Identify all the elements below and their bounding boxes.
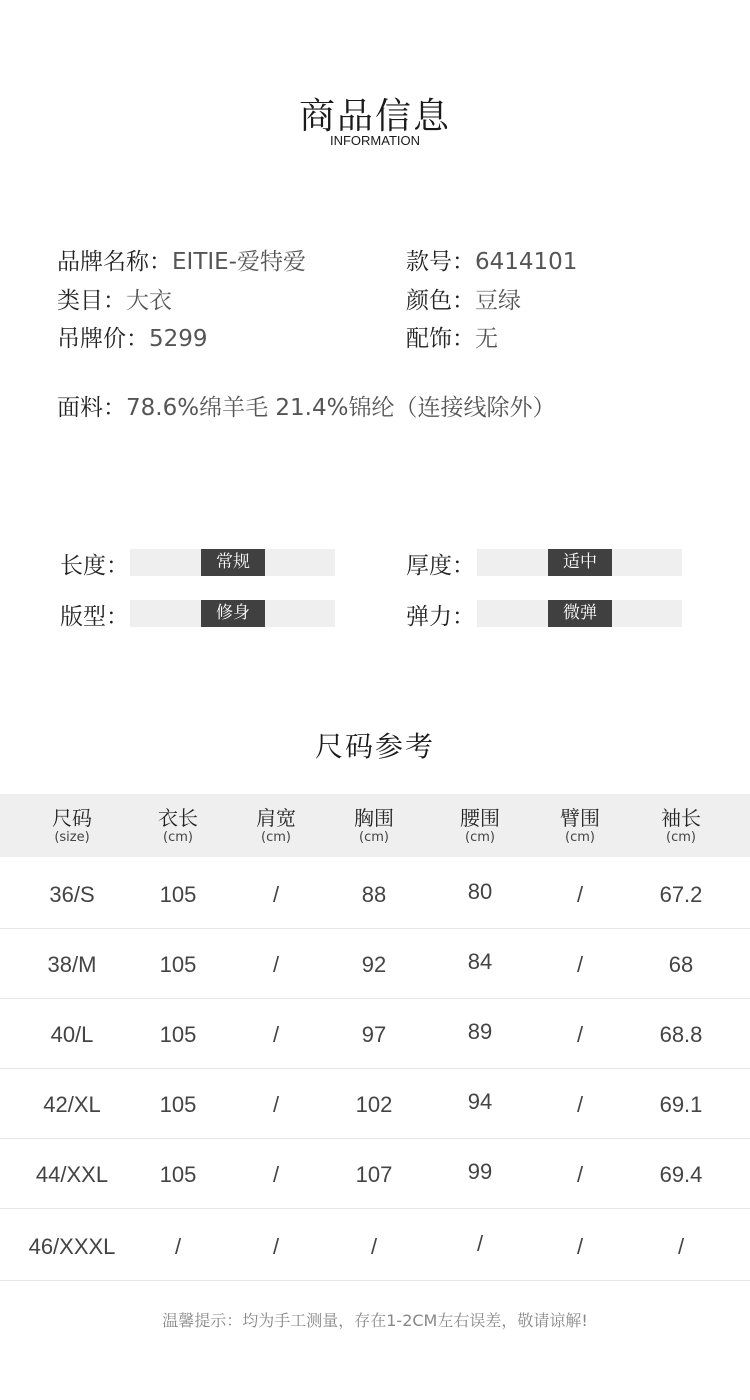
elasticity-chip: 微弹 bbox=[548, 600, 612, 627]
cell-length: 105 bbox=[159, 1022, 197, 1047]
cell-size: 38/M bbox=[47, 952, 97, 977]
cell-sleeve: 68.8 bbox=[659, 1022, 703, 1047]
cell-arm: / bbox=[576, 1022, 584, 1047]
fabric-info bbox=[57, 389, 555, 422]
cell-chest: 88 bbox=[361, 882, 387, 907]
style-number-label: 款号： bbox=[406, 249, 475, 275]
cell-waist: 89 bbox=[467, 1019, 493, 1044]
cell-waist: 94 bbox=[467, 1089, 493, 1114]
cell-length: 105 bbox=[159, 882, 197, 907]
header-length bbox=[128, 794, 228, 846]
cell-sleeve: / bbox=[677, 1234, 685, 1259]
fit-chip: 修身 bbox=[201, 600, 265, 627]
cell-sleeve: 69.1 bbox=[659, 1092, 703, 1117]
header-shoulder bbox=[226, 794, 326, 846]
cell-arm: / bbox=[576, 1234, 584, 1259]
cell-chest: 97 bbox=[361, 1022, 387, 1047]
brand-label: 品牌名称： bbox=[57, 249, 172, 275]
header-waist bbox=[430, 794, 530, 846]
fit-label: 版型： bbox=[60, 604, 129, 630]
color-label: 颜色： bbox=[406, 288, 475, 314]
cell-length: 105 bbox=[159, 1162, 197, 1187]
cell-waist: 80 bbox=[467, 879, 493, 904]
size-chart-title: 尺码参考 bbox=[314, 730, 435, 763]
table-row bbox=[0, 1068, 750, 1139]
cell-waist: 99 bbox=[467, 1159, 493, 1184]
cell-waist: / bbox=[476, 1231, 484, 1256]
brand-value: EITIE-爱特爱 bbox=[172, 249, 306, 275]
header-size-unit: (size) bbox=[54, 830, 90, 845]
header-arm-label: 臂围 bbox=[560, 806, 600, 830]
thickness-label: 厚度： bbox=[406, 553, 475, 579]
fabric-value: 78.6%绵羊毛 21.4%锦纶（连接线除外） bbox=[126, 395, 556, 421]
cell-chest: 92 bbox=[361, 952, 387, 977]
cell-size: 36/S bbox=[49, 882, 95, 907]
cell-shoulder: / bbox=[272, 1162, 280, 1187]
cell-sleeve: 69.4 bbox=[659, 1162, 703, 1187]
header-arm-unit: (cm) bbox=[565, 830, 595, 845]
cell-arm: / bbox=[576, 952, 584, 977]
header-length-label: 衣长 bbox=[158, 806, 198, 830]
page-title: 商品信息 bbox=[298, 96, 451, 137]
category-value: 大衣 bbox=[126, 288, 172, 314]
cell-size: 40/L bbox=[50, 1022, 94, 1047]
cell-chest: 102 bbox=[355, 1092, 393, 1117]
header-size bbox=[22, 794, 122, 846]
header-sleeve bbox=[631, 794, 731, 846]
price-value: 5299 bbox=[149, 326, 208, 352]
cell-waist: 84 bbox=[467, 949, 493, 974]
cell-chest: 107 bbox=[355, 1162, 393, 1187]
accessory-info bbox=[406, 320, 498, 353]
cell-length: 105 bbox=[159, 952, 197, 977]
cell-size: 44/XXL bbox=[35, 1162, 109, 1187]
length-label: 长度： bbox=[60, 553, 129, 579]
category-label: 类目： bbox=[57, 288, 126, 314]
cell-shoulder: / bbox=[272, 1234, 280, 1259]
accessory-label: 配饰： bbox=[406, 326, 475, 352]
fabric-label: 面料： bbox=[57, 395, 126, 421]
cell-length: 105 bbox=[159, 1092, 197, 1117]
cell-sleeve: 67.2 bbox=[659, 882, 703, 907]
table-row bbox=[0, 1138, 750, 1209]
style-number-value: 6414101 bbox=[475, 249, 578, 275]
header-length-unit: (cm) bbox=[163, 830, 193, 845]
header-shoulder-unit: (cm) bbox=[261, 830, 291, 845]
color-info bbox=[406, 282, 521, 315]
header-waist-label: 腰围 bbox=[460, 806, 500, 830]
style-number-info bbox=[406, 243, 577, 276]
cell-arm: / bbox=[576, 1092, 584, 1117]
header-sleeve-label: 袖长 bbox=[661, 806, 701, 830]
cell-sleeve: 68 bbox=[668, 952, 694, 977]
cell-arm: / bbox=[576, 882, 584, 907]
header-chest-unit: (cm) bbox=[359, 830, 389, 845]
cell-size: 42/XL bbox=[43, 1092, 101, 1117]
page-subtitle: INFORMATION bbox=[329, 133, 421, 148]
brand-info bbox=[57, 243, 306, 276]
header-chest bbox=[324, 794, 424, 846]
cell-shoulder: / bbox=[272, 952, 280, 977]
cell-shoulder: / bbox=[272, 1092, 280, 1117]
header-size-label: 尺码 bbox=[52, 806, 92, 830]
cell-shoulder: / bbox=[272, 1022, 280, 1047]
cell-chest: / bbox=[370, 1234, 378, 1259]
table-row bbox=[0, 998, 750, 1069]
cell-size: 46/XXXL bbox=[28, 1234, 116, 1259]
cell-length: / bbox=[174, 1234, 182, 1259]
measurement-note: 温馨提示：均为手工测量，存在1-2CM左右误差，敬请谅解! bbox=[162, 1311, 588, 1330]
category-info bbox=[57, 282, 172, 315]
color-value: 豆绿 bbox=[475, 288, 521, 314]
header-sleeve-unit: (cm) bbox=[666, 830, 696, 845]
size-table-header bbox=[0, 794, 750, 857]
header-waist-unit: (cm) bbox=[465, 830, 495, 845]
header-chest-label: 胸围 bbox=[354, 806, 394, 830]
table-row bbox=[0, 1210, 750, 1281]
thickness-chip: 适中 bbox=[548, 549, 612, 576]
elasticity-label: 弹力： bbox=[406, 604, 475, 630]
cell-arm: / bbox=[576, 1162, 584, 1187]
header-arm bbox=[530, 794, 630, 846]
table-row bbox=[0, 858, 750, 929]
length-chip: 常规 bbox=[201, 549, 265, 576]
table-row bbox=[0, 928, 750, 999]
price-label: 吊牌价： bbox=[57, 326, 149, 352]
accessory-value: 无 bbox=[475, 326, 498, 352]
price-info bbox=[57, 320, 208, 353]
header-shoulder-label: 肩宽 bbox=[256, 806, 296, 830]
cell-shoulder: / bbox=[272, 882, 280, 907]
